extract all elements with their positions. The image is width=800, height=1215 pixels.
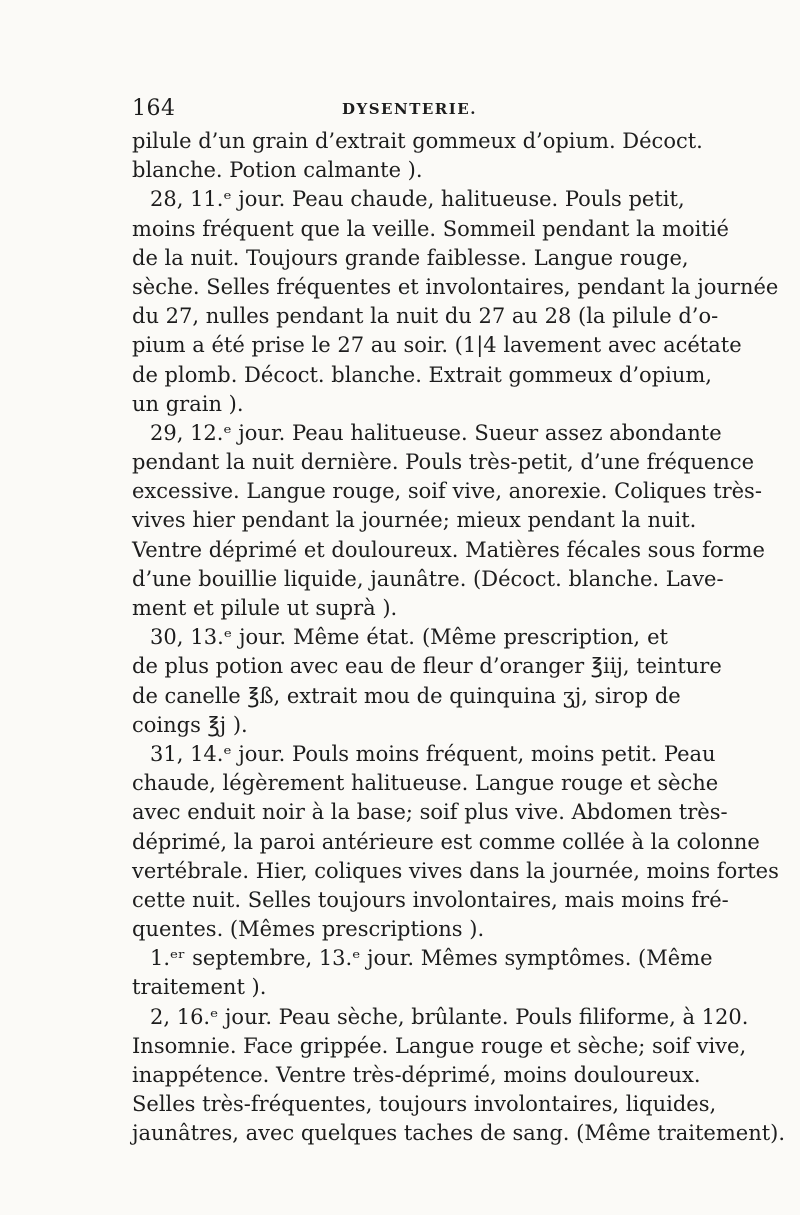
text-line: 31, 14.ᵉ jour. Pouls moins fréquent, moins petit. Peau bbox=[150, 741, 716, 766]
page-header bbox=[132, 94, 672, 124]
text-line: coings ℥j ). bbox=[132, 712, 248, 737]
text-line: vertébrale. Hier, coliques vives dans la journée, moins fortes bbox=[132, 858, 779, 883]
text-line: du 27, nulles pendant la nuit du 27 au 28 (la pilule d’o- bbox=[132, 304, 719, 329]
text-line: de canelle ℥ß, extrait mou de quinquina ʒj, sirop de bbox=[132, 683, 681, 708]
text-line: déprimé, la paroi antérieure est comme collée à la colonne bbox=[132, 829, 760, 854]
text-line: Selles très-fréquentes, toujours involontaires, liquides, bbox=[132, 1092, 717, 1117]
text-line: d’une bouillie liquide, jaunâtre. (Décoct. blanche. Lave- bbox=[132, 566, 724, 591]
text-line: jaunâtres, avec quelques taches de sang. (Même traitement). bbox=[132, 1121, 786, 1146]
text-line: 1.ᵉʳ septembre, 13.ᵉ jour. Mêmes symptômes. (Même bbox=[150, 946, 713, 971]
body-text bbox=[132, 127, 786, 1149]
text-line: quentes. (Mêmes prescriptions ). bbox=[132, 917, 485, 942]
text-line: Ventre déprimé et douloureux. Matières fécales sous forme bbox=[132, 537, 765, 562]
text-line: chaude, légèrement halitueuse. Langue rouge et sèche bbox=[132, 771, 719, 796]
text-line: cette nuit. Selles toujours involontaires, mais moins fré- bbox=[132, 887, 729, 912]
text-line: de la nuit. Toujours grande faiblesse. Langue rouge, bbox=[132, 245, 689, 270]
page-number: 164 bbox=[132, 96, 176, 121]
text-line: Insomnie. Face grippée. Langue rouge et sèche; soif vive, bbox=[132, 1033, 747, 1058]
text-line: pendant la nuit dernière. Pouls très-petit, d’une fréquence bbox=[132, 450, 755, 475]
text-line: 29, 12.ᵉ jour. Peau halitueuse. Sueur assez abondante bbox=[150, 420, 722, 445]
text-line: excessive. Langue rouge, soif vive, anorexie. Coliques très- bbox=[132, 479, 762, 504]
text-line: de plus potion avec eau de fleur d’oranger ℥iij, teinture bbox=[132, 654, 722, 679]
text-line: 28, 11.ᵉ jour. Peau chaude, halitueuse. Pouls petit, bbox=[150, 187, 685, 212]
text-line: traitement ). bbox=[132, 975, 267, 1000]
text-line: inappétence. Ventre très-déprimé, moins douloureux. bbox=[132, 1063, 701, 1087]
text-line: 2, 16.ᵉ jour. Peau sèche, brûlante. Pouls filiforme, à 120. bbox=[150, 1004, 749, 1029]
text-line: pilule d’un grain d’extrait gommeux d’opium. Décoct. bbox=[132, 129, 703, 153]
running-title: DYSENTERIE. bbox=[342, 100, 477, 118]
text-line: pium a été prise le 27 au soir. (1|4 lavement avec acétate bbox=[132, 333, 742, 358]
text-line: 30, 13.ᵉ jour. Même état. (Même prescription, et bbox=[150, 625, 668, 650]
text-line: un grain ). bbox=[132, 391, 244, 416]
text-line: moins fréquent que la veille. Sommeil pendant la moitié bbox=[132, 216, 729, 241]
text-line: sèche. Selles fréquentes et involontaires, pendant la journée bbox=[132, 274, 779, 299]
text-line: blanche. Potion calmante ). bbox=[132, 158, 423, 183]
text-line: ment et pilule ut suprà ). bbox=[132, 596, 398, 620]
text-line: de plomb. Décoct. blanche. Extrait gommeux d’opium, bbox=[132, 362, 712, 387]
text-line: avec enduit noir à la base; soif plus vive. Abdomen très- bbox=[132, 800, 728, 825]
text-line: vives hier pendant la journée; mieux pendant la nuit. bbox=[132, 508, 697, 533]
